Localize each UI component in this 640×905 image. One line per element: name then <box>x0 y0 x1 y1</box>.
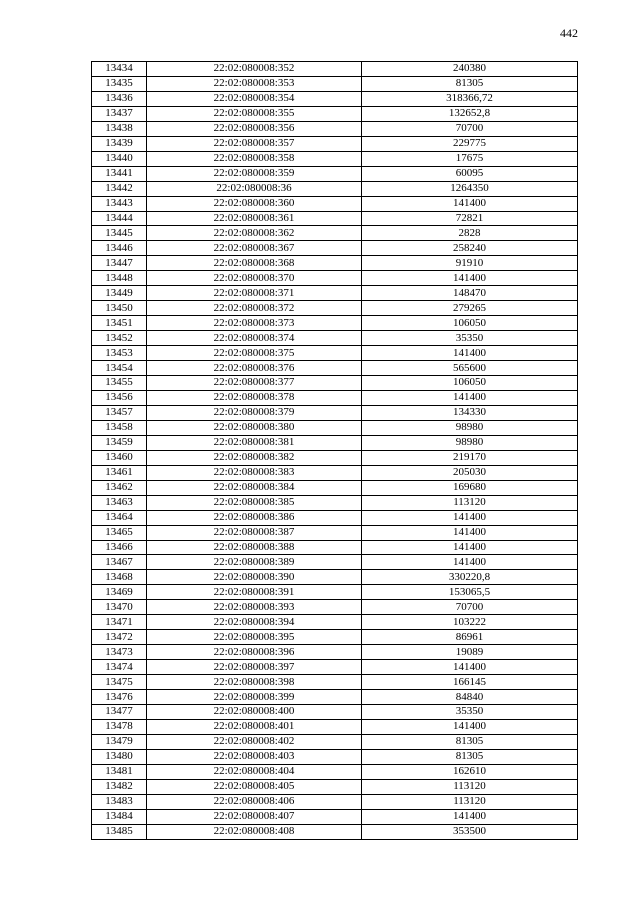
row-number-cell: 13482 <box>92 779 147 794</box>
cadastral-number-cell: 22:02:080008:398 <box>147 675 362 690</box>
row-number-cell: 13481 <box>92 764 147 779</box>
value-cell: 70700 <box>362 600 578 615</box>
value-cell: 106050 <box>362 316 578 331</box>
cadastral-number-cell: 22:02:080008:378 <box>147 390 362 405</box>
value-cell: 35350 <box>362 331 578 346</box>
value-cell: 141400 <box>362 719 578 734</box>
row-number-cell: 13460 <box>92 450 147 465</box>
row-number-cell: 13436 <box>92 91 147 106</box>
cadastral-number-cell: 22:02:080008:359 <box>147 166 362 181</box>
row-number-cell: 13442 <box>92 181 147 196</box>
cadastral-number-cell: 22:02:080008:353 <box>147 76 362 91</box>
cadastral-number-cell: 22:02:080008:372 <box>147 301 362 316</box>
value-cell: 106050 <box>362 376 578 391</box>
row-number-cell: 13458 <box>92 420 147 435</box>
value-cell: 81305 <box>362 734 578 749</box>
row-number-cell: 13461 <box>92 465 147 480</box>
table-row <box>92 405 578 420</box>
value-cell: 141400 <box>362 660 578 675</box>
value-cell: 141400 <box>362 196 578 211</box>
cadastral-number-cell: 22:02:080008:386 <box>147 510 362 525</box>
value-cell: 141400 <box>362 271 578 286</box>
value-cell: 72821 <box>362 211 578 226</box>
row-number-cell: 13464 <box>92 510 147 525</box>
cadastral-number-cell: 22:02:080008:371 <box>147 286 362 301</box>
table-row <box>92 361 578 376</box>
cadastral-number-cell: 22:02:080008:370 <box>147 271 362 286</box>
row-number-cell: 13451 <box>92 316 147 331</box>
row-number-cell: 13457 <box>92 405 147 420</box>
table-row <box>92 390 578 405</box>
value-cell: 219170 <box>362 450 578 465</box>
table-body <box>92 62 578 840</box>
row-number-cell: 13447 <box>92 256 147 271</box>
row-number-cell: 13471 <box>92 615 147 630</box>
row-number-cell: 13438 <box>92 121 147 136</box>
cadastral-number-cell: 22:02:080008:380 <box>147 420 362 435</box>
cadastral-number-cell: 22:02:080008:377 <box>147 376 362 391</box>
cadastral-number-cell: 22:02:080008:396 <box>147 645 362 660</box>
table-row <box>92 301 578 316</box>
value-cell: 98980 <box>362 435 578 450</box>
cadastral-number-cell: 22:02:080008:36 <box>147 181 362 196</box>
value-cell: 565600 <box>362 361 578 376</box>
cadastral-number-cell: 22:02:080008:361 <box>147 211 362 226</box>
cadastral-number-cell: 22:02:080008:368 <box>147 256 362 271</box>
cadastral-number-cell: 22:02:080008:407 <box>147 809 362 824</box>
table-row <box>92 450 578 465</box>
table-row <box>92 600 578 615</box>
table-row <box>92 226 578 241</box>
value-cell: 91910 <box>362 256 578 271</box>
value-cell: 132652,8 <box>362 106 578 121</box>
cadastral-number-cell: 22:02:080008:395 <box>147 630 362 645</box>
row-number-cell: 13446 <box>92 241 147 256</box>
cadastral-number-cell: 22:02:080008:352 <box>147 62 362 77</box>
cadastral-number-cell: 22:02:080008:400 <box>147 704 362 719</box>
row-number-cell: 13470 <box>92 600 147 615</box>
cadastral-number-cell: 22:02:080008:358 <box>147 151 362 166</box>
cadastral-number-cell: 22:02:080008:355 <box>147 106 362 121</box>
table-row <box>92 420 578 435</box>
table-row <box>92 151 578 166</box>
value-cell: 318366,72 <box>362 91 578 106</box>
value-cell: 84840 <box>362 690 578 705</box>
row-number-cell: 13475 <box>92 675 147 690</box>
row-number-cell: 13450 <box>92 301 147 316</box>
value-cell: 162610 <box>362 764 578 779</box>
table-row <box>92 734 578 749</box>
value-cell: 70700 <box>362 121 578 136</box>
row-number-cell: 13454 <box>92 361 147 376</box>
table-row <box>92 555 578 570</box>
value-cell: 35350 <box>362 704 578 719</box>
table-row <box>92 331 578 346</box>
cadastral-number-cell: 22:02:080008:404 <box>147 764 362 779</box>
row-number-cell: 13449 <box>92 286 147 301</box>
table-row <box>92 704 578 719</box>
row-number-cell: 13485 <box>92 824 147 839</box>
cadastral-number-cell: 22:02:080008:356 <box>147 121 362 136</box>
table-row <box>92 645 578 660</box>
cadastral-number-cell: 22:02:080008:403 <box>147 749 362 764</box>
row-number-cell: 13444 <box>92 211 147 226</box>
row-number-cell: 13465 <box>92 525 147 540</box>
row-number-cell: 13476 <box>92 690 147 705</box>
cadastral-number-cell: 22:02:080008:405 <box>147 779 362 794</box>
value-cell: 113120 <box>362 495 578 510</box>
cadastral-number-cell: 22:02:080008:362 <box>147 226 362 241</box>
cadastral-value-table <box>91 61 578 840</box>
table-row <box>92 660 578 675</box>
row-number-cell: 13484 <box>92 809 147 824</box>
cadastral-number-cell: 22:02:080008:402 <box>147 734 362 749</box>
row-number-cell: 13439 <box>92 136 147 151</box>
cadastral-number-cell: 22:02:080008:376 <box>147 361 362 376</box>
table-row <box>92 196 578 211</box>
table-row <box>92 570 578 585</box>
cadastral-number-cell: 22:02:080008:401 <box>147 719 362 734</box>
table-row <box>92 585 578 600</box>
row-number-cell: 13469 <box>92 585 147 600</box>
table-row <box>92 376 578 391</box>
table-row <box>92 346 578 361</box>
table-row <box>92 465 578 480</box>
row-number-cell: 13474 <box>92 660 147 675</box>
cadastral-number-cell: 22:02:080008:381 <box>147 435 362 450</box>
value-cell: 19089 <box>362 645 578 660</box>
row-number-cell: 13463 <box>92 495 147 510</box>
table-row <box>92 211 578 226</box>
table-row <box>92 316 578 331</box>
table-row <box>92 630 578 645</box>
value-cell: 240380 <box>362 62 578 77</box>
value-cell: 141400 <box>362 346 578 361</box>
table-row <box>92 106 578 121</box>
table-row <box>92 91 578 106</box>
table-row <box>92 690 578 705</box>
row-number-cell: 13437 <box>92 106 147 121</box>
table-row <box>92 809 578 824</box>
value-cell: 60095 <box>362 166 578 181</box>
row-number-cell: 13472 <box>92 630 147 645</box>
row-number-cell: 13468 <box>92 570 147 585</box>
row-number-cell: 13452 <box>92 331 147 346</box>
table-row <box>92 136 578 151</box>
value-cell: 113120 <box>362 794 578 809</box>
value-cell: 103222 <box>362 615 578 630</box>
row-number-cell: 13459 <box>92 435 147 450</box>
cadastral-number-cell: 22:02:080008:389 <box>147 555 362 570</box>
cadastral-number-cell: 22:02:080008:393 <box>147 600 362 615</box>
row-number-cell: 13445 <box>92 226 147 241</box>
value-cell: 134330 <box>362 405 578 420</box>
table-row <box>92 76 578 91</box>
row-number-cell: 13441 <box>92 166 147 181</box>
cadastral-number-cell: 22:02:080008:390 <box>147 570 362 585</box>
row-number-cell: 13440 <box>92 151 147 166</box>
row-number-cell: 13467 <box>92 555 147 570</box>
table-row <box>92 824 578 839</box>
cadastral-number-cell: 22:02:080008:382 <box>147 450 362 465</box>
page-number: 442 <box>560 26 578 40</box>
cadastral-number-cell: 22:02:080008:384 <box>147 480 362 495</box>
row-number-cell: 13435 <box>92 76 147 91</box>
cadastral-number-cell: 22:02:080008:375 <box>147 346 362 361</box>
value-cell: 86961 <box>362 630 578 645</box>
cadastral-number-cell: 22:02:080008:388 <box>147 540 362 555</box>
cadastral-number-cell: 22:02:080008:373 <box>147 316 362 331</box>
cadastral-number-cell: 22:02:080008:374 <box>147 331 362 346</box>
value-cell: 141400 <box>362 510 578 525</box>
value-cell: 98980 <box>362 420 578 435</box>
row-number-cell: 13473 <box>92 645 147 660</box>
table-row <box>92 540 578 555</box>
row-number-cell: 13443 <box>92 196 147 211</box>
table-row <box>92 615 578 630</box>
row-number-cell: 13462 <box>92 480 147 495</box>
value-cell: 279265 <box>362 301 578 316</box>
cadastral-number-cell: 22:02:080008:394 <box>147 615 362 630</box>
table-row <box>92 495 578 510</box>
row-number-cell: 13466 <box>92 540 147 555</box>
row-number-cell: 13480 <box>92 749 147 764</box>
table-row <box>92 271 578 286</box>
table-row <box>92 166 578 181</box>
value-cell: 166145 <box>362 675 578 690</box>
value-cell: 258240 <box>362 241 578 256</box>
table-row <box>92 241 578 256</box>
row-number-cell: 13477 <box>92 704 147 719</box>
table-row <box>92 675 578 690</box>
table-row <box>92 256 578 271</box>
row-number-cell: 13453 <box>92 346 147 361</box>
table-row <box>92 480 578 495</box>
cadastral-number-cell: 22:02:080008:387 <box>147 525 362 540</box>
cadastral-number-cell: 22:02:080008:357 <box>147 136 362 151</box>
cadastral-number-cell: 22:02:080008:406 <box>147 794 362 809</box>
value-cell: 169680 <box>362 480 578 495</box>
table-row <box>92 286 578 301</box>
value-cell: 81305 <box>362 749 578 764</box>
value-cell: 113120 <box>362 779 578 794</box>
table-row <box>92 779 578 794</box>
cadastral-number-cell: 22:02:080008:391 <box>147 585 362 600</box>
value-cell: 81305 <box>362 76 578 91</box>
table-row <box>92 121 578 136</box>
table-row <box>92 435 578 450</box>
value-cell: 2828 <box>362 226 578 241</box>
table-row <box>92 62 578 77</box>
value-cell: 141400 <box>362 525 578 540</box>
value-cell: 141400 <box>362 390 578 405</box>
table-row <box>92 525 578 540</box>
row-number-cell: 13456 <box>92 390 147 405</box>
value-cell: 1264350 <box>362 181 578 196</box>
cadastral-number-cell: 22:02:080008:385 <box>147 495 362 510</box>
value-cell: 141400 <box>362 540 578 555</box>
value-cell: 141400 <box>362 809 578 824</box>
value-cell: 153065,5 <box>362 585 578 600</box>
row-number-cell: 13479 <box>92 734 147 749</box>
table-row <box>92 719 578 734</box>
cadastral-number-cell: 22:02:080008:399 <box>147 690 362 705</box>
row-number-cell: 13483 <box>92 794 147 809</box>
value-cell: 148470 <box>362 286 578 301</box>
cadastral-number-cell: 22:02:080008:383 <box>147 465 362 480</box>
cadastral-number-cell: 22:02:080008:379 <box>147 405 362 420</box>
row-number-cell: 13478 <box>92 719 147 734</box>
cadastral-number-cell: 22:02:080008:354 <box>147 91 362 106</box>
table-row <box>92 181 578 196</box>
table-row <box>92 749 578 764</box>
row-number-cell: 13448 <box>92 271 147 286</box>
cadastral-number-cell: 22:02:080008:397 <box>147 660 362 675</box>
row-number-cell: 13455 <box>92 376 147 391</box>
value-cell: 330220,8 <box>362 570 578 585</box>
cadastral-number-cell: 22:02:080008:408 <box>147 824 362 839</box>
value-cell: 353500 <box>362 824 578 839</box>
cadastral-number-cell: 22:02:080008:360 <box>147 196 362 211</box>
row-number-cell: 13434 <box>92 62 147 77</box>
value-cell: 17675 <box>362 151 578 166</box>
table-row <box>92 510 578 525</box>
value-cell: 141400 <box>362 555 578 570</box>
table-row <box>92 764 578 779</box>
table-row <box>92 794 578 809</box>
value-cell: 205030 <box>362 465 578 480</box>
cadastral-number-cell: 22:02:080008:367 <box>147 241 362 256</box>
value-cell: 229775 <box>362 136 578 151</box>
